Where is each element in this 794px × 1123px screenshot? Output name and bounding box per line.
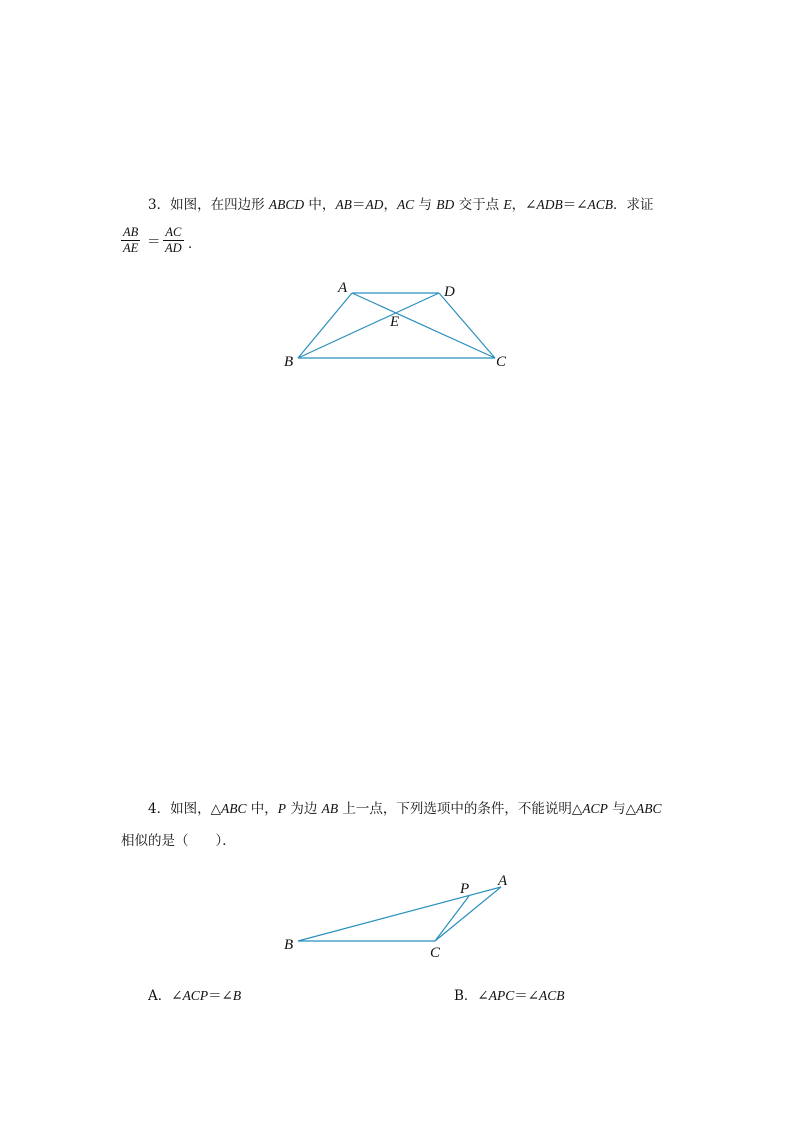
q4-text-line2: 相似的是（ ）． (121, 833, 236, 849)
q3-label-d: D (444, 284, 455, 300)
segment-ba (298, 887, 501, 941)
segment-ca (435, 887, 501, 941)
q4-label-c: C (430, 945, 441, 961)
q3-figure-lines (298, 293, 495, 358)
q4-label-p: P (460, 881, 470, 897)
q4-label-b: B (284, 937, 294, 953)
q4-option-b[interactable]: B．∠APC＝∠ACB (454, 988, 565, 1004)
q3-fraction-equals: ＝ (147, 234, 161, 250)
q4-label-a: A (498, 873, 508, 889)
q3-label-b: B (284, 354, 294, 370)
segment-bd (298, 293, 439, 358)
q3-number: 3． (148, 197, 171, 213)
q4-number: 4． (148, 801, 171, 817)
q4-option-a[interactable]: A．∠ACP＝∠B (148, 988, 242, 1004)
q3-label-a: A (338, 280, 348, 296)
q3-fraction-ab-ae: $\frac{AB}{AE}$ (123, 225, 139, 255)
segment-ac (352, 293, 495, 358)
q3-label-c: C (496, 354, 507, 370)
segment-dc (439, 293, 495, 358)
q3-fraction-ac-ad: $\frac{AC}{AD}$ (165, 225, 182, 255)
q4-figure-lines (298, 887, 501, 941)
q4-text-line1: 4．如图，△ABC 中，P 为边 AB 上一点，下列选项中的条件，不能说明△ACP 与△ABC (148, 801, 662, 817)
segment-ab (298, 293, 352, 358)
q3-text-line1: 3．如图，在四边形 ABCD 中，AB＝AD，AC 与 BD 交于点 E，∠ADB＝∠ACB．求证 (148, 197, 654, 213)
q3-period: ． (188, 236, 202, 252)
q3-label-e: E (390, 314, 400, 330)
segment-cp (435, 896, 469, 941)
